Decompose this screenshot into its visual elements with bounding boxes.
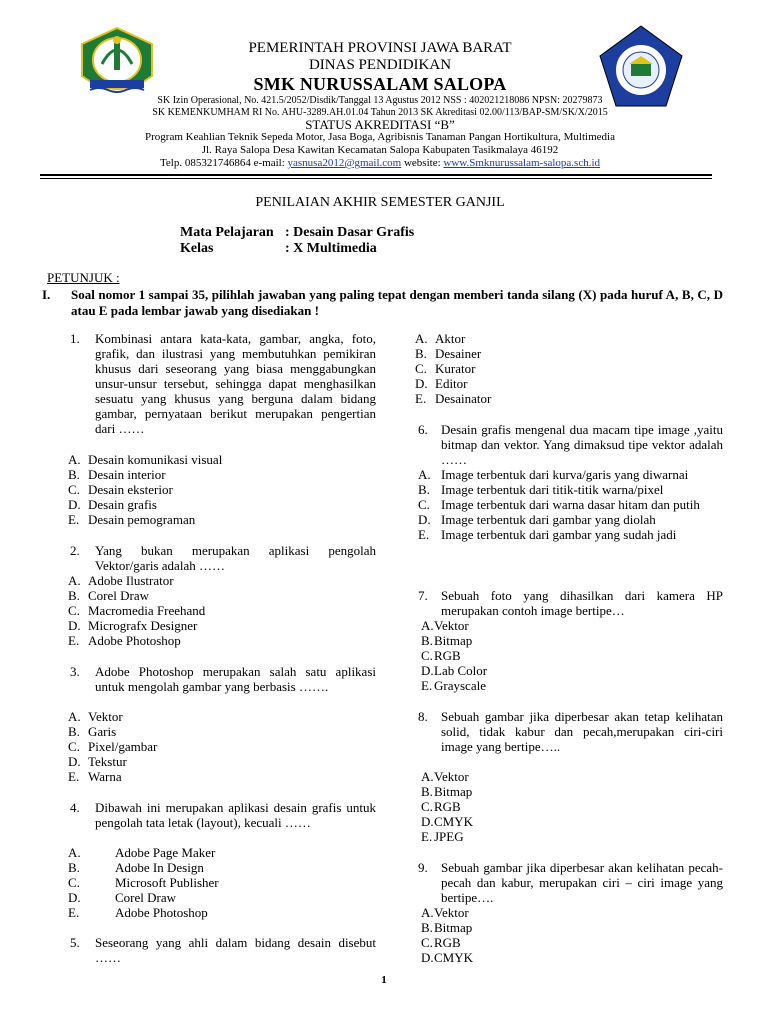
subject-value: : Desain Dasar Grafis <box>285 225 415 240</box>
exam-title: PENILAIAN AKHIR SEMESTER GANJIL <box>255 195 505 210</box>
question-text: Kombinasi antara kata-kata, gambar, angka, foto, grafik, dan ilustrasi yang membutuhkan pemikiran khusus dari seseorang yang biasa menggabungkan unsur-unsur tersebut, sehingga dapat menghasilkan sesuatu yang khusus yang berguna dalam bidang gambar, pernyataan berikut merupakan pengertian dari …… <box>95 331 376 436</box>
option-item[interactable]: E. Grayscale <box>421 678 486 693</box>
website-link[interactable]: www.Smknurussalam-salopa.sch.id <box>443 157 601 169</box>
question-options <box>421 618 487 693</box>
izin-operasional: SK Izin Operasional, No. 421.5/2052/Disdik/Tanggal 13 Agustus 2012 NSS : 402021218086 NPSN: 20279873 <box>157 95 603 106</box>
option-item[interactable]: A. Aktor <box>415 331 466 346</box>
subject-label: Mata Pelajaran <box>180 225 274 240</box>
question-options <box>421 905 473 965</box>
school-address: Jl. Raya Salopa Desa Kawitan Kecamatan Salopa Kabupaten Tasikmalaya 46192 <box>201 144 559 156</box>
option-item[interactable]: B. Desain interior <box>68 467 166 482</box>
option-item[interactable]: D. Editor <box>415 376 468 391</box>
option-item[interactable]: D.CMYK <box>421 814 474 829</box>
header-divider <box>40 174 712 176</box>
class-value: : X Multimedia <box>285 241 377 256</box>
option-item[interactable]: C.RGB <box>421 799 461 814</box>
option-item[interactable]: D. Micrografx Designer <box>68 618 198 633</box>
email-link[interactable]: yasnusa2012@gmail.com <box>287 157 402 169</box>
question-number: 4. <box>70 800 80 815</box>
option-item[interactable]: A. Desain komunikasi visual <box>68 452 223 467</box>
question-text: Sebuah gambar jika diperbesar akan kelihatan pecah-pecah dan kabur, merupakan ciri – ciri image yang bertipe…. <box>441 860 723 905</box>
question-number: 5. <box>70 935 80 950</box>
option-item[interactable]: B.Bitmap <box>421 784 473 799</box>
status-akreditasi: STATUS AKREDITASI “B” <box>305 117 455 132</box>
option-item[interactable]: D. Corel Draw <box>68 890 177 905</box>
header-line1: PEMERINTAH PROVINSI JAWA BARAT <box>248 40 512 56</box>
question-text: Sebuah gambar jika diperbesar akan tetap kelihatan solid, tidak kabur dan pecah,merupakan ciri-ciri image yang bertipe….. <box>441 709 723 754</box>
option-item[interactable]: A.Vektor <box>421 618 469 633</box>
option-item[interactable]: C. Kurator <box>415 361 476 376</box>
section-roman: I. <box>42 287 51 302</box>
option-item[interactable]: E. Desainator <box>415 391 492 406</box>
instruction-text: Soal nomor 1 sampai 35, pilihlah jawaban yang paling tepat dengan memberi tanda silang (X) pada huruf A, B, C, D atau E pada lembar jawab yang disediakan ! <box>71 287 723 318</box>
question-number: 1. <box>70 331 80 346</box>
option-item[interactable]: A. Image terbentuk dari kurva/garis yang diwarnai <box>418 467 689 482</box>
question-options <box>418 467 723 542</box>
option-item[interactable]: B. Garis <box>68 724 117 739</box>
option-item[interactable]: B.Bitmap <box>421 920 473 935</box>
option-item[interactable]: C. Image terbentuk dari warna dasar hitam dan putih <box>418 497 700 512</box>
header-line2: DINAS PENDIDIKAN <box>308 57 452 73</box>
option-item[interactable]: A. Adobe Page Maker <box>68 845 216 860</box>
question-options <box>68 709 157 784</box>
option-item[interactable]: B. Desainer <box>415 346 482 361</box>
option-item[interactable]: D. Image terbentuk dari gambar yang diolah <box>418 512 656 527</box>
sk-kemenkumham: SK KEMENKUMHAM RI No. AHU-3289.AH.01.04 Tahun 2013 SK Akreditasi 02.00/113/BAP-SM/SK/X/2015 <box>152 107 608 118</box>
website-label: website: <box>401 157 444 169</box>
question-options <box>415 331 491 406</box>
question-number: 2. <box>70 543 80 558</box>
option-item[interactable]: D. Tekstur <box>68 754 127 769</box>
option-item[interactable]: A. Adobe Ilustrator <box>68 573 174 588</box>
option-item[interactable]: C.RGB <box>421 648 461 663</box>
option-item[interactable]: D.CMYK <box>421 950 474 965</box>
option-item[interactable]: B.Bitmap <box>421 633 473 648</box>
option-item[interactable]: A. Vektor <box>68 709 123 724</box>
option-item[interactable]: E. JPEG <box>421 829 464 844</box>
option-item[interactable]: E. Warna <box>68 769 122 784</box>
question-number: 9. <box>418 860 428 875</box>
option-item[interactable]: C. Desain eksterior <box>68 482 173 497</box>
option-item[interactable]: E. Image terbentuk dari gambar yang sudah jadi <box>418 527 677 542</box>
option-item[interactable]: A.Vektor <box>421 905 469 920</box>
school-name: SMK NURUSSALAM SALOPA <box>253 74 507 94</box>
question-text: Dibawah ini merupakan aplikasi desain grafis untuk pengolah tata letak (layout), kecuali …… <box>95 800 376 830</box>
telp-text: Telp. 085321746864 e-mail: <box>159 157 288 169</box>
page-number: 1 <box>381 974 387 986</box>
question-number: 8. <box>418 709 428 724</box>
question-options <box>68 845 219 920</box>
option-item[interactable]: B. Adobe In Design <box>68 860 204 875</box>
header-divider-thin <box>40 178 712 179</box>
question-options <box>421 769 473 844</box>
option-item[interactable]: B. Image terbentuk dari titik-titik warna/pixel <box>418 482 664 497</box>
question-number: 3. <box>70 664 80 679</box>
question-text: Seseorang yang ahli dalam bidang desain disebut …… <box>95 935 376 965</box>
class-label: Kelas <box>180 241 214 256</box>
question-options <box>68 452 222 527</box>
question-number: 7. <box>418 588 428 603</box>
option-item[interactable]: C.RGB <box>421 935 461 950</box>
option-item[interactable]: D. Desain grafis <box>68 497 157 512</box>
contact-line <box>60 157 700 170</box>
option-item[interactable]: A.Vektor <box>421 769 469 784</box>
option-item[interactable]: B. Corel Draw <box>68 588 150 603</box>
option-item[interactable]: C. Pixel/gambar <box>68 739 158 754</box>
program-keahlian: Program Keahlian Teknik Sepeda Motor, Jasa Boga, Agribisnis Tanaman Pangan Hortikultura, Multimedia <box>145 131 615 143</box>
question-text: Adobe Photoshop merupakan salah satu aplikasi untuk mengolah gambar yang berbasis ……. <box>95 664 376 694</box>
option-item[interactable]: D.Lab Color <box>421 663 488 678</box>
option-item[interactable]: E. Adobe Photoshop <box>68 633 181 648</box>
option-item[interactable]: C. Microsoft Publisher <box>68 875 219 890</box>
question-text: Sebuah foto yang dihasilkan dari kamera HP merupakan contoh image bertipe… <box>441 588 723 618</box>
option-item[interactable]: C. Macromedia Freehand <box>68 603 206 618</box>
question-text: Yang bukan merupakan aplikasi pengolah Vektor/garis adalah …… <box>95 543 376 573</box>
question-options <box>68 573 205 648</box>
petunjuk-heading: PETUNJUK : <box>47 270 120 285</box>
question-number: 6. <box>418 422 428 437</box>
option-item[interactable]: E. Desain pemograman <box>68 512 196 527</box>
question-text: Desain grafis mengenal dua macam tipe image ,yaitu bitmap dan vektor. Yang dimaksud tipe vektor adalah …… <box>441 422 723 467</box>
option-item[interactable]: E. Adobe Photoshop <box>68 905 208 920</box>
